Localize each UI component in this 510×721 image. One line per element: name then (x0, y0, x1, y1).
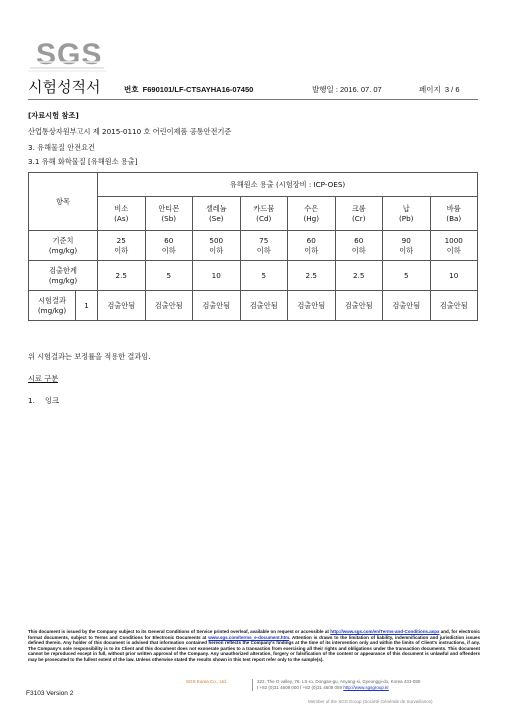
limit-cell: 60 이하 (335, 231, 383, 261)
footer-divider (252, 679, 253, 691)
legal-text-1: This document is issued by the Company subject to its General Conditions of Service printed overleaf, available on request or accessible at (28, 629, 331, 634)
limit-cell: 60 이하 (145, 231, 193, 261)
element-cell: 납 (Pb) (383, 197, 431, 231)
mdl-cell: 2.5 (98, 261, 146, 291)
element-cell: 셀레늄 (Se) (193, 197, 241, 231)
report-number-value: F690101/LF-CTSAYHA16-07450 (142, 85, 254, 94)
mdl-cell: 10 (193, 261, 241, 291)
sample-number-cell: 1 (76, 291, 98, 321)
legal-text-3: . Attention is drawn to the limitation of liability, indemnification and jurisdiction issues defined therein. Any holder of this document is advised that information contained hereon reflects the Company's findings at the time of its intervention only and within the limits of Client's instructions, if any. The Company's sole responsibility is to its Client and this document does not exonerate parties to a transaction from exercising all their rights and obligations under the transaction documents. This document cannot be reproduced except in full, without prior written approval of the Company. Any unauthorized alteration, forgery or falsification of the content or appearance of this document is unlawful and offenders may be prosecuted to the fullest extent of the law. Unless otherwise stated the results shown in this test report refer only to the sample(s). (28, 634, 480, 662)
page-label: 페이지 (419, 85, 441, 94)
sample-item: 잉크 (45, 396, 59, 405)
result-cell: 검출안됨 (335, 291, 383, 321)
mdl-cell: 5 (383, 261, 431, 291)
e-document-terms-link[interactable]: www.sgs.com/terms_e-document.htm (208, 634, 290, 640)
address-line: 322, The O valley, 76, LS-ro, Dongan-gu, Anyang-si, Gyeonggi-do, Korea 431-080 (257, 679, 421, 684)
mdl-label-cell: 검출한계 (mg/kg) (29, 261, 98, 291)
mdl-cell: 5 (145, 261, 193, 291)
result-cell: 검출안됨 (430, 291, 478, 321)
company-address (257, 679, 420, 690)
element-cell: 안티몬 (Sb) (145, 197, 193, 231)
reference-heading: [자료시험 참조] (28, 111, 79, 120)
reference-standard: 산업통상자원부고시 제 2015-0110 호 어린이제품 공통안전기준 (28, 127, 232, 136)
company-name: SGS Korea Co., Ltd. (186, 679, 228, 684)
form-code: F3103 Version 2 (26, 690, 74, 697)
issue-date-label: 발행일 (312, 85, 334, 94)
legal-disclaimer (28, 629, 480, 663)
result-cell: 검출안됨 (383, 291, 431, 321)
website-link[interactable]: http://www.sgsgroup.kr (343, 684, 389, 690)
results-table (28, 172, 478, 321)
document-title: 시험성적서 (28, 78, 101, 96)
result-label-cell: 시험결과 (mg/kg) (29, 291, 76, 321)
report-number-label: 번호 (124, 85, 139, 94)
correction-note: 위 시험결과는 보정률을 적용한 결과임. (28, 352, 151, 361)
item-header: 항목 (29, 173, 98, 231)
mdl-cell: 2.5 (335, 261, 383, 291)
logo-text: SGS (36, 38, 103, 71)
limit-cell: 60 이하 (288, 231, 336, 261)
subsection-heading: 3.1 유해 화학물질 [유해원소 용출] (28, 157, 138, 166)
terms-link[interactable]: http://www.sgs.com/en/Terms-and-Conditions.aspx (330, 629, 440, 634)
limit-row (29, 231, 478, 261)
limit-cell: 1000 이하 (430, 231, 478, 261)
sample-heading: 시료 구분 (28, 374, 59, 383)
limit-cell: 500 이하 (193, 231, 241, 261)
legal-text-2: and, for electronic format documents, subject to Terms and Conditions for Electronic Documents at (28, 629, 480, 640)
result-cell: 검출안됨 (193, 291, 241, 321)
element-cell: 크롬 (Cr) (335, 197, 383, 231)
result-cell: 검출안됨 (288, 291, 336, 321)
limit-cell: 90 이하 (383, 231, 431, 261)
issue-date (312, 84, 382, 95)
element-cell: 비소 (As) (98, 197, 146, 231)
element-cell: 카드뮴 (Cd) (240, 197, 288, 231)
mdl-cell: 5 (240, 261, 288, 291)
header-rule (28, 99, 478, 100)
report-number (124, 84, 253, 95)
result-cell: 검출안됨 (145, 291, 193, 321)
element-cell: 수은 (Hg) (288, 197, 336, 231)
member-statement: Member of the SGS Group (Société Générale de Surveillance) (308, 699, 433, 704)
limit-cell: 75 이하 (240, 231, 288, 261)
limit-cell: 25 이하 (98, 231, 146, 261)
mdl-cell: 2.5 (288, 261, 336, 291)
page-number (419, 84, 460, 95)
logo-underline-icon (28, 40, 106, 78)
section-heading: 3. 유해물질 안전요건 (28, 143, 95, 152)
element-cell: 바륨 (Ba) (430, 197, 478, 231)
page-value: 3 / 6 (444, 85, 460, 94)
result-cell: 검출안됨 (240, 291, 288, 321)
group-header: 유해원소 용출 (시험장비 : ICP-OES) (98, 173, 478, 197)
result-cell: 검출안됨 (98, 291, 146, 321)
mdl-cell: 10 (430, 261, 478, 291)
limit-label-cell: 기준치 (mg/kg) (29, 231, 98, 261)
phone-fax: t +82 (0)31 4608 000 f +82 (0)31 4608 059 (257, 684, 344, 690)
issue-date-value: : 2016. 07. 07 (335, 85, 382, 94)
result-row (29, 291, 478, 321)
mdl-row (29, 261, 478, 291)
sample-item-number: 1. (28, 396, 35, 405)
